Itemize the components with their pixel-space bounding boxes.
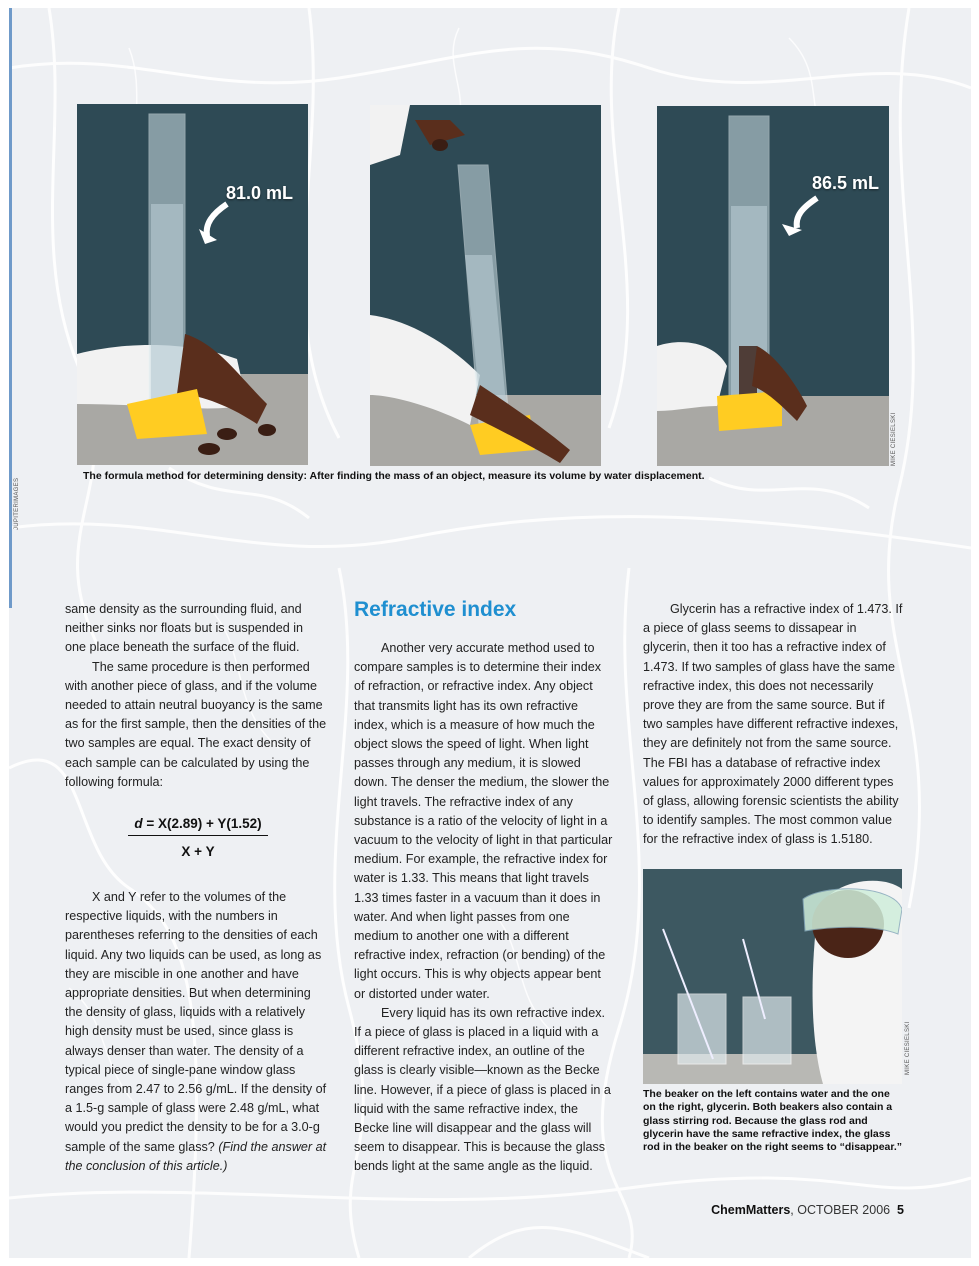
formula-d: d	[134, 816, 143, 831]
page-accent-edge	[9, 8, 12, 608]
photo-cylinder-before	[77, 104, 308, 465]
page-footer	[711, 1203, 904, 1217]
photo-credit-right: MIKE CIESIELSKI	[891, 412, 897, 466]
formula-denominator: X + Y	[181, 844, 215, 859]
photo-caption-beakers: The beaker on the left contains water and the one on the right, glycerin. Both beakers also contain a glass stirring rod. Because the glass rod and glycerin have the same refractive index, the glass rod in the beaker on the right seems to “disappear.”	[643, 1088, 903, 1154]
cylinder-after-illustration	[657, 106, 889, 466]
col3-paragraph-1: Glycerin has a refractive index of 1.473. If a piece of glass seems to dissapear in glycerin, then it too has a refractive index of 1.473. If two samples of glass have the same refractive index, this does not necessarily prove they are from the same source. But if two samples have different refractive indexes, they are definitely not from the same source. The FBI has a database of refractive index values for approximately 2000 different types of glass, allowing forensic scientists the ability to identify samples. The most common value for the refractive index of glass is 1.5180.	[643, 602, 903, 847]
col1-paragraph-2: The same procedure is then performed with another piece of glass, and if the volume needed to attain neutral buoyancy is the same as for the first sample, then the densities of the two samples are equal. The exact density of each sample can be calculated by using the following formula:	[65, 659, 327, 789]
col1-paragraph-3-text: X and Y refer to the volumes of the respective liquids, with the numbers in parentheses referring to the densities of each liquid. Any two liquids can be used, as long as they are miscible in one another and have appropriate densities. But when determining the density of glass, liquids with a relatively high density must be used, since glass is always denser than water. The density of a typical piece of single-pane window glass ranges from 2.47 to 2.56 g/mL. If the density of a 1.5-g sample of glass were 2.48 g/mL, what would you predict the density to be for a 3.0-g sample of the same glass?	[65, 890, 327, 1154]
volume-label-after: 86.5 mL	[812, 173, 880, 193]
photo-adding-glass	[370, 105, 601, 466]
col2-paragraph-1: Another very accurate method used to compare samples is to determine their index of refraction, or refractive index. Any object that transmits light has its own refractive index, which is a measure of how much the object slows the speed of light. When light passes through any medium, it is slowed down. The denser the medium, the slower the light travels. The refractive index of any substance is a ratio of the velocity of light in a vacuum to the velocity of light in that particular medium. For example, the refractive index for water is 1.33. This means that light travels 1.33 times faster in a vacuum than it does in water. And when light passes from one medium to another one with a different refractive index, refraction (or bending) of the light occurs. This is why objects appear bent or distorted under water.	[354, 641, 613, 1001]
density-formula	[128, 816, 268, 859]
issue-date: , OCTOBER 2006	[790, 1203, 891, 1217]
photo-caption-top: The formula method for determining density: After finding the mass of an object, measure its volume by water displacement.	[83, 470, 705, 482]
page-number: 5	[897, 1203, 904, 1217]
magazine-name: ChemMatters	[711, 1203, 791, 1217]
column-2	[354, 639, 615, 1177]
volume-label-before: 81.0 mL	[226, 183, 294, 203]
col1-paragraph-3-italic: (Find the answer at the conclusion of this article.)	[65, 1139, 327, 1173]
cylinder-before-illustration	[77, 104, 308, 465]
column-1	[65, 600, 327, 792]
adding-glass-illustration	[370, 105, 601, 466]
column-1-continued	[65, 888, 327, 1176]
beakers-illustration	[643, 869, 902, 1084]
section-heading-refractive-index: Refractive index	[354, 598, 517, 621]
photo-beakers	[643, 869, 902, 1084]
col2-paragraph-2: Every liquid has its own refractive index. If a piece of glass is placed in a liquid with a different refractive index, an outline of the glass is clearly visible—known as the Becke line. However, if a piece of glass is placed in a liquid with the same refractive index, the Becke line will disappear and the glass will seem to disappear. This is because the glass bends light at the same angle as the liquid.	[354, 1005, 611, 1174]
photo-cylinder-after	[657, 106, 889, 466]
photo-credit-side: JUPITERIMAGES	[14, 477, 20, 530]
column-3	[643, 600, 905, 850]
formula-numerator-text: = X(2.89) + Y(1.52)	[142, 816, 262, 831]
photo-credit-beakers: MIKE CIESIELSKI	[905, 1021, 911, 1075]
col1-paragraph-1: same density as the surrounding fluid, and neither sinks nor floats but is suspended in one place beneath the surface of the fluid.	[65, 602, 304, 655]
col1-paragraph-3	[65, 888, 327, 1176]
formula-numerator	[128, 816, 268, 836]
